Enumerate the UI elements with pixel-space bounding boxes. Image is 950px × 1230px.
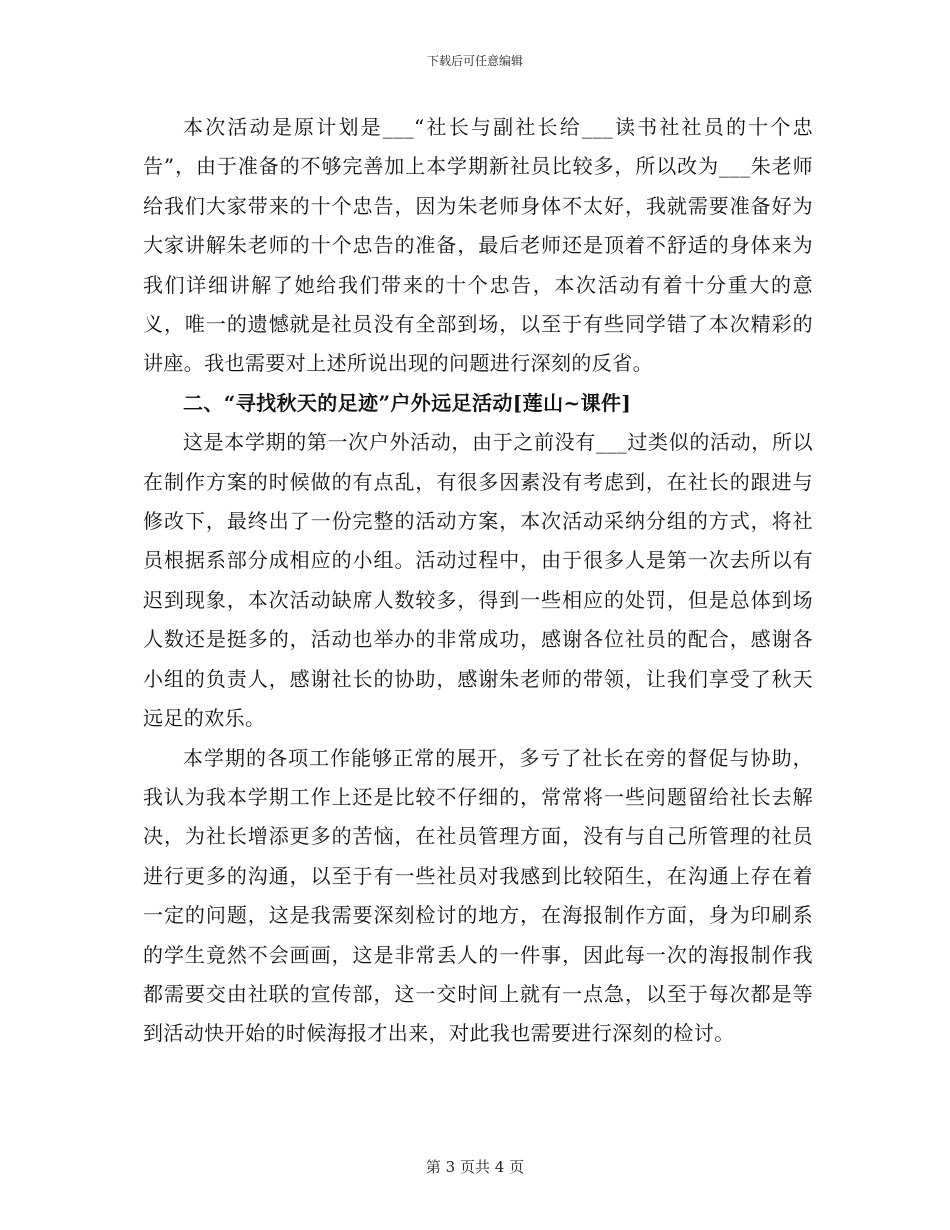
paragraph-1: 本次活动是原计划是___“社长与副社长给___读书社社员的十个忠告”，由于准备的不够完善加上本学期新社员比较多，所以改为___朱老师给我们大家带来的十个忠告，因为朱老师身体不太好，我就需要准备好为大家讲解朱老师的十个忠告的准备，最后老师还是顶着不舒适的身体来为我们详细讲解了她给我们带来的十个忠告，本次活动有着十分重大的意义，唯一的遗憾就是社员没有全部到场，以至于有些同学错了本次精彩的讲座。我也需要对上述所说出现的问题进行深刻的反省。	[143, 115, 813, 376]
section-heading-2: 二、“寻找秋天的足迹”户外远足活动[莲山~课件]	[183, 390, 632, 415]
document-body	[143, 108, 813, 1054]
paragraph-2: 这是本学期的第一次户外活动，由于之前没有___过类似的活动，所以在制作方案的时候做的有点乱，有很多因素没有考虑到，在社长的跟进与修改下，最终出了一份完整的活动方案，本次活动采纳分组的方式，将社员根据系部分成相应的小组。活动过程中，由于很多人是第一次去所以有迟到现象，本次活动缺席人数较多，得到一些相应的处罚，但是总体到场人数还是挺多的，活动也举办的非常成功，感谢各位社员的配合，感谢各小组的负责人，感谢社长的协助，感谢朱老师的带领，让我们享受了秋天远足的欢乐。	[143, 430, 813, 731]
paragraph-3: 本学期的各项工作能够正常的展开，多亏了社长在旁的督促与协助，我认为我本学期工作上还是比较不仔细的，常常将一些问题留给社长去解决，为社长增添更多的苦恼，在社员管理方面，没有与自己所管理的社员进行更多的沟通，以至于有一些社员对我感到比较陌生，在沟通上存在着一定的问题，这是我需要深刻检讨的地方，在海报制作方面，身为印刷系的学生竟然不会画画，这是非常丢人的一件事，因此每一次的海报制作我都需要交由社联的宣传部，这一交时间上就有一点急，以至于每次都是等到活动快开始的时候海报才出来，对此我也需要进行深刻的检讨。	[143, 745, 813, 1046]
page-number-footer: 第 3 页共 4 页	[425, 1158, 525, 1176]
page-header-note: 下载后可任意编辑	[426, 54, 523, 68]
